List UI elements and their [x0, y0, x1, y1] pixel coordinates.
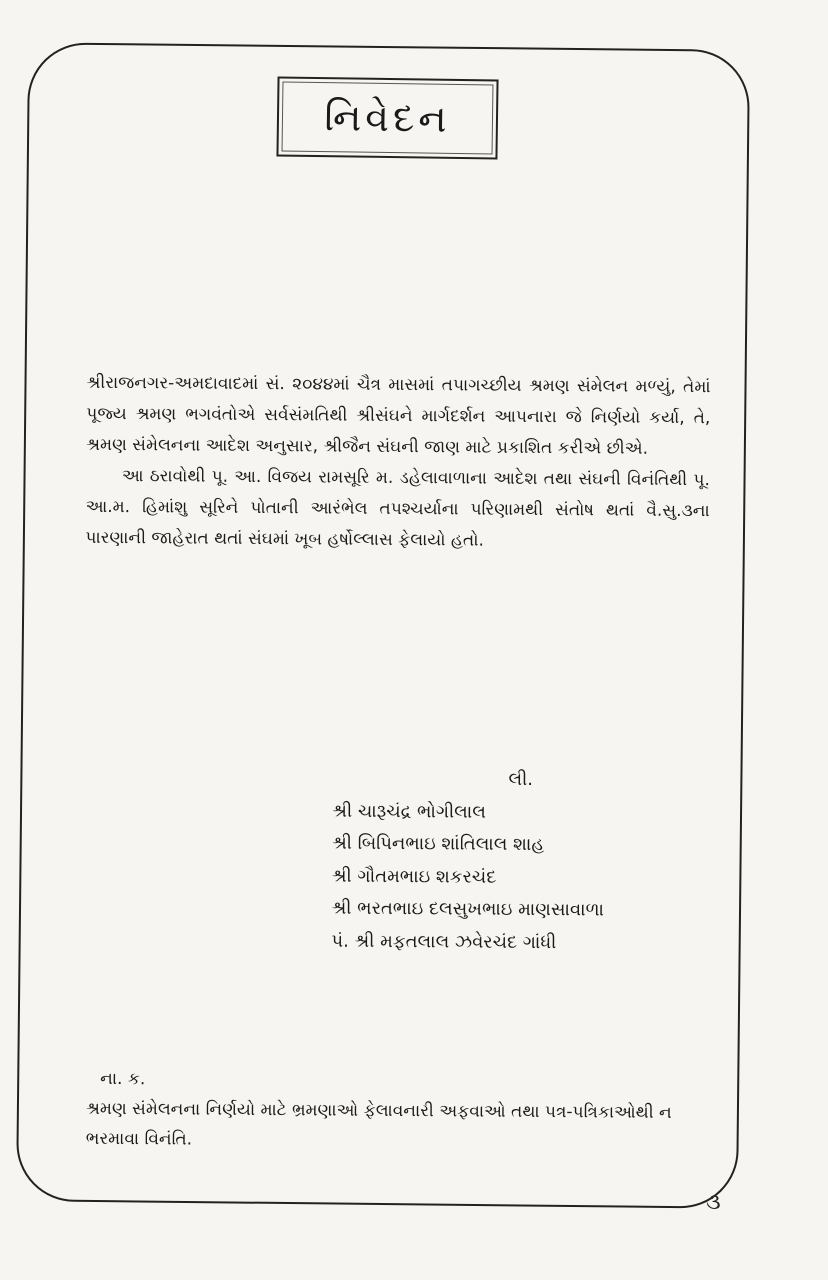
signature-name: શ્રી ચારૂચંદ્ર ભોગીલાલ: [332, 800, 486, 823]
page-border: [16, 42, 750, 1208]
footnote-label: ના. ક.: [100, 1068, 146, 1090]
footnote: [86, 1064, 711, 1158]
signature-name: શ્રી ભરતભાઇ દલસુખભાઇ માણસાવાળા: [331, 897, 605, 921]
signature-block: [331, 763, 722, 961]
title-box: [276, 76, 498, 159]
paragraph-resolution: આ ઠરાવોથી પૂ. આ. વિજય રામસૂરિ મ. ડહેલાવાળાના આદેશ તથા સંઘની વિનંતિથી પૂ. આ.મ. હિમાંશુ સૂરિને પોતાની આરંભેલ તપશ્ચર્યાના પરિણામથી સંતોષ થતાં વૈ.સુ.૩ના પારણાની જાહેરાત થતાં સંઘમાં ખૂબ હર્ષોલ્લાસ ફેલાયો હતો.: [85, 466, 710, 551]
page-number: ૩: [706, 1190, 721, 1215]
body-text: [85, 368, 710, 558]
paragraph-intro: શ્રીરાજનગર-અમદાવાદમાં સં. ૨૦૪૪માં ચૈત્ર માસમાં તપાગચ્છીય શ્રમણ સંમેલન મળ્યું, તેમાં પૂજ્ય શ્રમણ ભગવંતોએ સર્વસંમતિથી શ્રીસંઘને માર્ગદર્શન આપનારા જે નિર્ણયો કર્યા, તે, શ્રમણ સંમેલનના આદેશ અનુસાર, શ્રીજૈન સંઘની જાણ માટે પ્રકાશિત કરીએ છીએ.: [86, 372, 711, 459]
footnote-text: શ્રમણ સંમેલનના નિર્ણયો માટે ભ્રમણાઓ ફેલાવનારી અફવાઓ તથા પત્ર-પત્રિકાઓથી ન ભરમાવા વિનંતિ.: [85, 1098, 672, 1150]
signature-name: શ્રી ગૌતમભાઇ શકરચંદ: [331, 865, 497, 888]
signature-name: શ્રી બિપિનભાઇ શાંતિલાલ શાહ: [332, 832, 545, 856]
signature-name: પં. શ્રી મફતલાલ ઝવેરચંદ ગાંધી: [331, 930, 557, 953]
signature-from: લી.: [508, 768, 534, 791]
page-title: નિવેદન: [324, 94, 451, 141]
